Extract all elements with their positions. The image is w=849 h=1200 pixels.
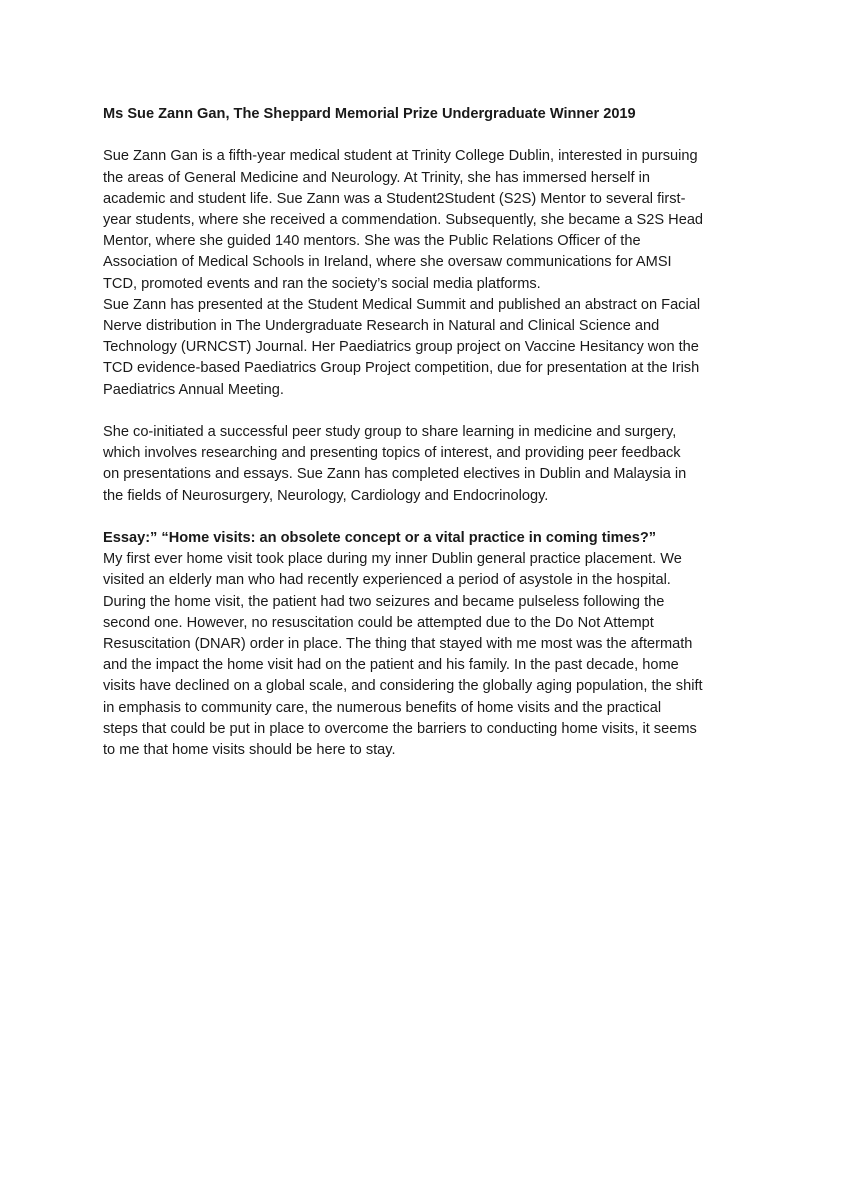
bio-paragraph-1: Sue Zann Gan is a fifth-year medical student at Trinity College Dublin, interested in pursuing the areas of General Medicine and Neurology. At Trinity, she has immersed herself in academic and student life. Sue Zann was a Student2Student (S2S) Mentor to several first- year students, where she received a commendation. Subsequently, she became a S2S Head Mentor, where she guided 140 mentors. She was the Public Relations Officer of the Association of Medical Schools in Ireland, where she oversaw communications for AMSI TCD, promoted events and ran the society’s social media platforms. — [103, 148, 704, 292]
essay-paragraph-1: My first ever home visit took place during my inner Dublin general practice placement. We visited an elderly man who had recently experienced a period of asystole in the hospital. During the home visit, the patient had two seizures and became pulseless following the second one. However, no resuscitation could be attempted due to the Do Not Attempt Resuscitation (DNAR) order in place. The thing that stayed with me most was the aftermath and the impact the home visit had on the patient and his family. In the past decade, home visits have declined on a global scale, and considering the globally aging population, the shift in emphasis to community care, the numerous benefits of home visits and the practical steps that could be put in place to overcome the barriers to conducting home visits, it seems to me that home visits should be here to stay. — [103, 551, 703, 759]
bio-paragraph-3: She co-initiated a successful peer study group to share learning in medicine and surgery, which involves researching and presenting topics of interest, and providing peer feedback on presentations and essays. Sue Zann has completed electives in Dublin and Malaysia in the fields of Neurosurgery, Neurology, Cardiology and Endocrinology. — [103, 424, 687, 504]
document-content — [103, 104, 763, 761]
spacer — [103, 401, 763, 422]
spacer — [103, 125, 763, 146]
essay-heading: Essay:” “Home visits: an obsolete concept or a vital practice in coming times?” — [103, 530, 657, 547]
document-title: Ms Sue Zann Gan, The Sheppard Memorial Prize Undergraduate Winner 2019 — [103, 106, 636, 122]
bio-paragraph-2: Sue Zann has presented at the Student Medical Summit and published an abstract on Facial Nerve distribution in The Undergraduate Research in Natural and Clinical Science and Technology (URNCST) Journal. Her Paediatrics group project on Vaccine Hesitancy won the TCD evidence-based Paediatrics Group Project competition, due for presentation at the Irish Paediatrics Annual Meeting. — [103, 296, 701, 398]
spacer — [103, 507, 763, 528]
